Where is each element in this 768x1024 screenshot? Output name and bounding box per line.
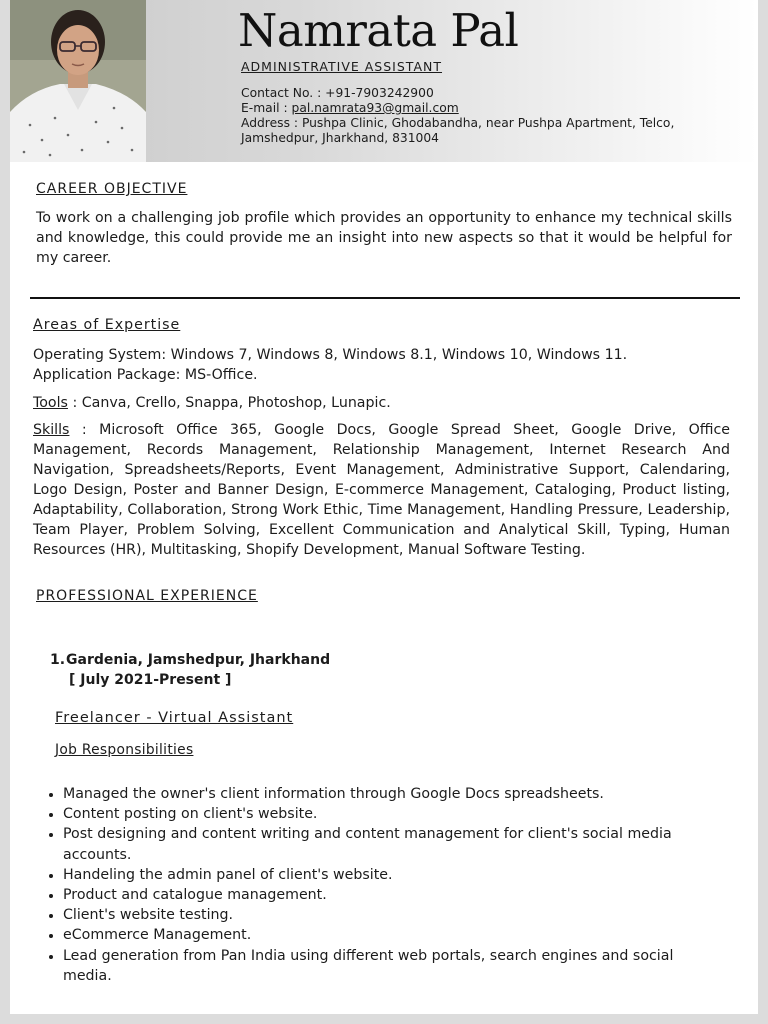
responsibility-item: • Client's website testing. <box>63 905 709 925</box>
resume-page <box>10 0 758 1014</box>
profile-photo <box>10 0 146 162</box>
contact-address-line <box>241 116 741 146</box>
expertise-tools <box>33 393 733 413</box>
skills-value: : Microsoft Office 365, Google Docs, Google Spread Sheet, Google Drive, Office Management, Records Management, Relationship Management, Internet Research And Navigation, Spreadsheets/Reports, Event Management, Administrative Support, Calendaring, Logo Design, Poster and Banner Design, E-commerce Management, Cataloging, Product listing, Adaptability, Collaboration, Strong Work Ethic, Time Management, Handling Pressure, Leadership, Team Player, Problem Solving, Excellent Communication and Analytical Skill, Typing, Human Resources (HR), Multitasking, Shopify Development, Manual Software Testing. <box>33 422 730 558</box>
expertise-os: Operating System: Windows 7, Windows 8, Windows 8.1, Windows 10, Windows 11. <box>33 347 628 363</box>
address-value: Pushpa Clinic, Ghodabandha, near Pushpa Apartment, Telco, Jamshedpur, Jharkhand, 831004 <box>241 116 675 145</box>
experience-entry-header <box>50 650 330 690</box>
applicant-name: Namrata Pal <box>238 4 519 57</box>
expertise-skills <box>33 420 730 560</box>
contact-label: Contact No. : <box>241 86 326 100</box>
address-label: Address : <box>241 116 302 130</box>
expertise-app: Application Package: MS-Office. <box>33 367 258 383</box>
resume-header <box>10 0 758 162</box>
professional-experience-heading: PROFESSIONAL EXPERIENCE <box>36 588 258 604</box>
email-link[interactable]: pal.namrata93@gmail.com <box>291 101 459 115</box>
contact-block <box>241 86 741 146</box>
responsibility-item: • Managed the owner's client information through Google Docs spreadsheets. <box>63 784 709 804</box>
career-objective-text: To work on a challenging job profile which provides an opportunity to enhance my technical skills and knowledge, this could provide me an insight into new aspects so that it would be helpful for my career. <box>36 210 732 266</box>
experience-number: 1. <box>50 652 66 668</box>
responsibility-item: • eCommerce Management. <box>63 925 709 945</box>
job-role: ADMINISTRATIVE ASSISTANT <box>241 59 443 74</box>
responsibilities-list <box>45 784 709 986</box>
experience-dates: [ July 2021-Present ] <box>69 672 232 688</box>
skills-label: Skills <box>33 422 70 438</box>
job-responsibilities-heading: Job Responsibilities <box>55 742 194 758</box>
responsibility-item: • Lead generation from Pan India using different web portals, search engines and social media. <box>63 946 709 986</box>
contact-email-line <box>241 101 741 116</box>
tools-label: Tools <box>33 395 68 411</box>
experience-company: Gardenia, Jamshedpur, Jharkhand <box>66 652 331 668</box>
responsibility-item: • Handeling the admin panel of client's website. <box>63 865 709 885</box>
expertise-os-app <box>33 345 733 385</box>
email-label: E-mail : <box>241 101 292 115</box>
areas-of-expertise-heading: Areas of Expertise <box>33 317 181 333</box>
section-divider <box>30 297 740 299</box>
career-objective-heading: CAREER OBJECTIVE <box>36 181 188 197</box>
tools-value: : Canva, Crello, Snappa, Photoshop, Lunapic. <box>67 395 391 411</box>
responsibility-item: • Content posting on client's website. <box>63 804 709 824</box>
experience-position: Freelancer - Virtual Assistant <box>55 710 294 726</box>
responsibility-item: • Product and catalogue management. <box>63 885 709 905</box>
contact-phone-line <box>241 86 741 101</box>
contact-phone[interactable]: +91-7903242900 <box>325 86 434 100</box>
responsibility-item: • Post designing and content writing and content management for client's social media accounts. <box>63 824 709 864</box>
profile-photo-icon <box>10 0 146 162</box>
